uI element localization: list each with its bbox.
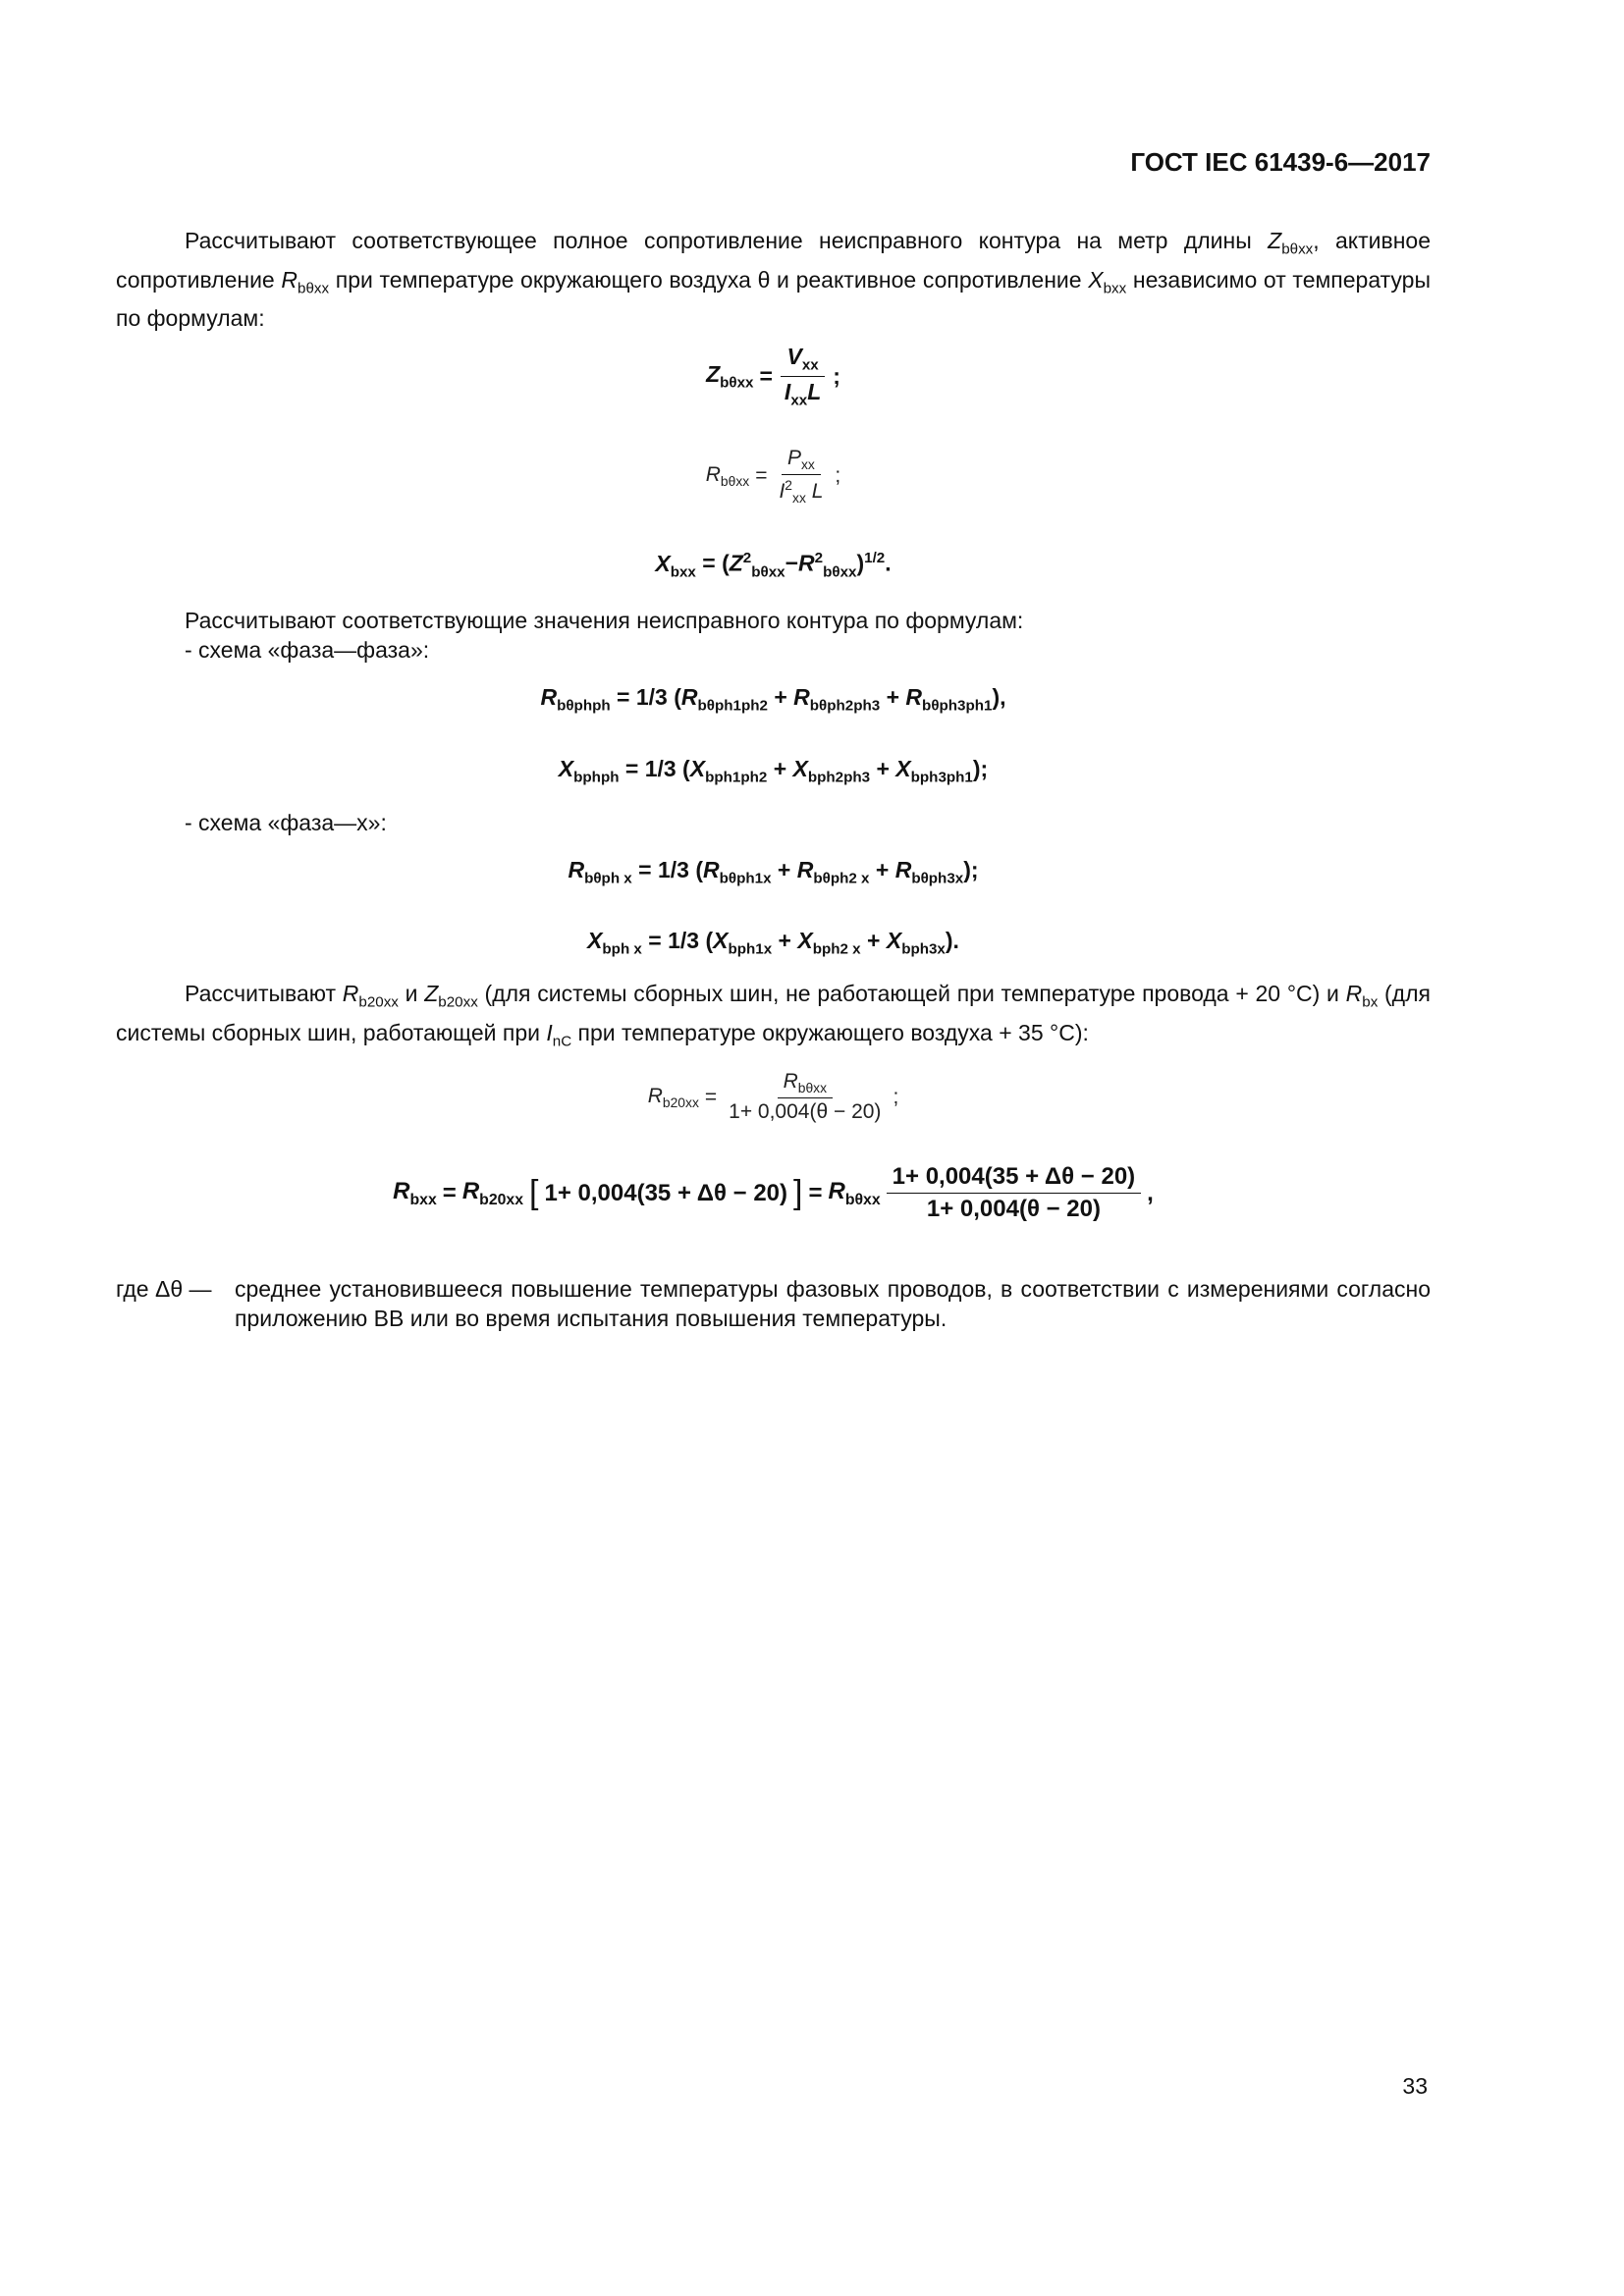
symbol: R (540, 684, 558, 710)
symbol: Z (424, 981, 439, 1006)
subscript: b20xx (662, 1094, 699, 1110)
plus-sign: + (876, 756, 890, 781)
punctuation: ; (835, 464, 841, 488)
formula-r-phase-phase (116, 684, 1431, 715)
symbol: R (1345, 981, 1363, 1006)
symbol: R (705, 463, 721, 487)
subscript: bθph1x (719, 870, 772, 887)
symbol: X (895, 756, 911, 781)
paragraph-fault-values: Рассчитывают соответствующие значения неисправного контура по формулам: (185, 608, 1024, 633)
symbol: L (811, 480, 824, 504)
symbol: P (786, 447, 801, 469)
subscript: bph1x (728, 940, 773, 958)
symbol: R (793, 684, 810, 710)
fraction (887, 1163, 1142, 1223)
symbol: X (886, 928, 902, 953)
subscript: bph x (602, 940, 642, 958)
formula-x-reactance (116, 550, 1431, 580)
text: (для системы сборных шин, работающей при (116, 981, 1431, 1045)
punctuation: ), (992, 684, 1006, 710)
equals-sign: = (442, 1179, 457, 1206)
subscript: bθxx (751, 563, 785, 581)
plus-sign: + (867, 928, 881, 953)
punctuation: ); (963, 857, 979, 882)
formula-r-phase-x (116, 857, 1431, 887)
equals-sign: = 1/3 ( (617, 684, 681, 710)
exponent: 1/2 (864, 550, 886, 566)
formula-r-bxx (116, 1163, 1431, 1223)
subscript: bph3ph1 (910, 769, 973, 786)
symbol: R (680, 684, 698, 710)
symbol: X (689, 756, 706, 781)
text: независимо от температуры по формулам: (116, 266, 1431, 332)
subscript: bph3x (901, 940, 946, 958)
symbol-x: X (1088, 266, 1104, 293)
formula-x-phase-phase (116, 756, 1431, 786)
subscript: xx (790, 392, 808, 409)
equals-sign: = (755, 464, 768, 488)
subscript: bθxx (720, 374, 754, 392)
text: и (398, 981, 425, 1006)
bracket: [ (529, 1174, 539, 1211)
subscript: bθph3x (911, 870, 964, 887)
subscript: bxx (409, 1191, 437, 1208)
fraction (773, 447, 829, 506)
plus-sign: + (774, 684, 787, 710)
equals-sign: = 1/3 ( (638, 857, 703, 882)
plus-sign: + (773, 756, 787, 781)
subscript: bph2ph3 (807, 769, 871, 786)
symbol: X (797, 928, 813, 953)
symbol: R (393, 1177, 410, 1204)
symbol: R (828, 1177, 845, 1204)
parenthesis: ) (856, 550, 865, 576)
symbol: R (342, 981, 359, 1006)
subscript: bθph x (584, 870, 632, 887)
symbol: X (792, 756, 808, 781)
text: (для системы сборных шин, не работающей при температуре провода + 20 °С) и (477, 981, 1346, 1006)
symbol-z: Z (1268, 228, 1282, 253)
symbol: R (703, 857, 720, 882)
subscript: xx (801, 356, 819, 374)
subscript: bθxx (298, 280, 330, 297)
parenthesis: ( (722, 550, 730, 576)
fraction (723, 1070, 887, 1124)
punctuation: ). (945, 928, 959, 953)
equals-sign: = (702, 550, 716, 576)
subscript: bx (1362, 993, 1379, 1011)
denominator: 1+ 0,004(θ − 20) (729, 1100, 882, 1124)
equals-sign: = (704, 1085, 718, 1108)
subscript: b20xx (479, 1191, 524, 1208)
plus-sign: + (875, 857, 890, 882)
subscript: bθph2 x (813, 870, 870, 887)
formula-x-phase-x (116, 928, 1431, 958)
subscript: bθxx (1281, 240, 1314, 258)
symbol: R (796, 857, 814, 882)
bracket: ] (793, 1174, 803, 1211)
plus-sign: + (777, 857, 791, 882)
subscript: xx (792, 490, 806, 507)
punctuation: ; (893, 1085, 899, 1108)
plus-sign: + (886, 684, 900, 710)
text: при температуре окружающего воздуха θ и реактивное сопротивление (329, 266, 1089, 293)
subscript: bθph3ph1 (922, 697, 993, 715)
symbol: Z (706, 360, 721, 387)
symbol: X (713, 928, 729, 953)
denominator: 1+ 0,004(θ − 20) (926, 1196, 1101, 1222)
symbol: I (779, 480, 785, 504)
punctuation: ; (833, 362, 840, 389)
subscript: bθph1ph2 (697, 697, 768, 715)
symbol: R (647, 1084, 663, 1107)
where-term: где Δθ — (116, 1276, 212, 1302)
text: при температуре окружающего воздуха + 35 °С): (571, 1019, 1089, 1045)
equals-sign: = (808, 1179, 823, 1206)
symbol: V (786, 344, 802, 369)
subscript: bθxx (823, 563, 857, 581)
subscript: bθxx (720, 473, 750, 490)
subscript: bphph (573, 769, 620, 786)
subscript: bph2 x (812, 940, 861, 958)
symbol: X (558, 756, 574, 781)
list-item-phase-phase: - схема «фаза—фаза»: (185, 637, 430, 663)
page-number: 33 (1402, 2073, 1428, 2099)
symbol: R (568, 857, 585, 882)
superscript: 2 (742, 550, 752, 566)
symbol: X (587, 928, 603, 953)
where-clause (116, 1274, 1431, 1333)
document-header: ГОСТ IEC 61439-6—2017 (1130, 147, 1431, 177)
minus-sign: − (785, 550, 799, 576)
bracket-expression: 1+ 0,004(35 + Δθ − 20) (544, 1179, 787, 1206)
subscript: bθxx (797, 1080, 828, 1096)
symbol: R (783, 1070, 798, 1093)
equals-sign: = 1/3 ( (624, 756, 690, 781)
superscript: 2 (785, 477, 793, 494)
superscript: 2 (814, 550, 824, 566)
text: Рассчитывают соответствующее полное сопротивление неисправного контура на метр длины (185, 228, 1269, 253)
symbol: R (894, 857, 912, 882)
equals-sign: = (759, 362, 773, 389)
list-item-phase-x: - схема «фаза—х»: (185, 810, 387, 835)
numerator: 1+ 0,004(35 + Δθ − 20) (887, 1163, 1142, 1194)
paragraph-impedance-intro (116, 226, 1431, 333)
subscript: bθph2ph3 (809, 697, 881, 715)
fraction (779, 344, 827, 408)
plus-sign: + (778, 928, 791, 953)
subscript: bθxx (844, 1191, 881, 1208)
subscript: bxx (1103, 280, 1127, 297)
where-definition: среднее установившееся повышение температуры фазовых проводов, в соответствии с измерениями согласно приложению ВВ или во время испытания повышения температуры. (235, 1276, 1431, 1331)
subscript: nC (552, 1033, 572, 1050)
punctuation: ); (972, 756, 989, 781)
subscript: bθphph (557, 697, 611, 715)
formula-r-b20xx (116, 1070, 1431, 1124)
text: Рассчитывают (185, 981, 343, 1006)
symbol: R (798, 550, 815, 576)
subscript: b20xx (438, 993, 478, 1011)
symbol-r: R (281, 266, 298, 293)
symbol: R (905, 684, 923, 710)
subscript: xx (801, 456, 815, 473)
text: , активное сопротивление (116, 228, 1432, 293)
formula-r-resistance (116, 447, 1431, 506)
symbol: L (807, 378, 822, 404)
symbol: I (784, 378, 791, 404)
punctuation: , (1147, 1179, 1154, 1206)
symbol: R (461, 1177, 480, 1204)
punctuation: . (885, 550, 892, 576)
paragraph-busbar-calc (116, 979, 1431, 1056)
subscript: bph1ph2 (705, 769, 768, 786)
symbol: I (546, 1019, 553, 1045)
symbol: Z (729, 550, 743, 576)
formula-z-impedance (116, 344, 1431, 408)
subscript: b20xx (358, 993, 399, 1011)
equals-sign: = 1/3 ( (648, 928, 714, 953)
subscript: bxx (670, 563, 696, 581)
symbol: X (655, 550, 671, 576)
